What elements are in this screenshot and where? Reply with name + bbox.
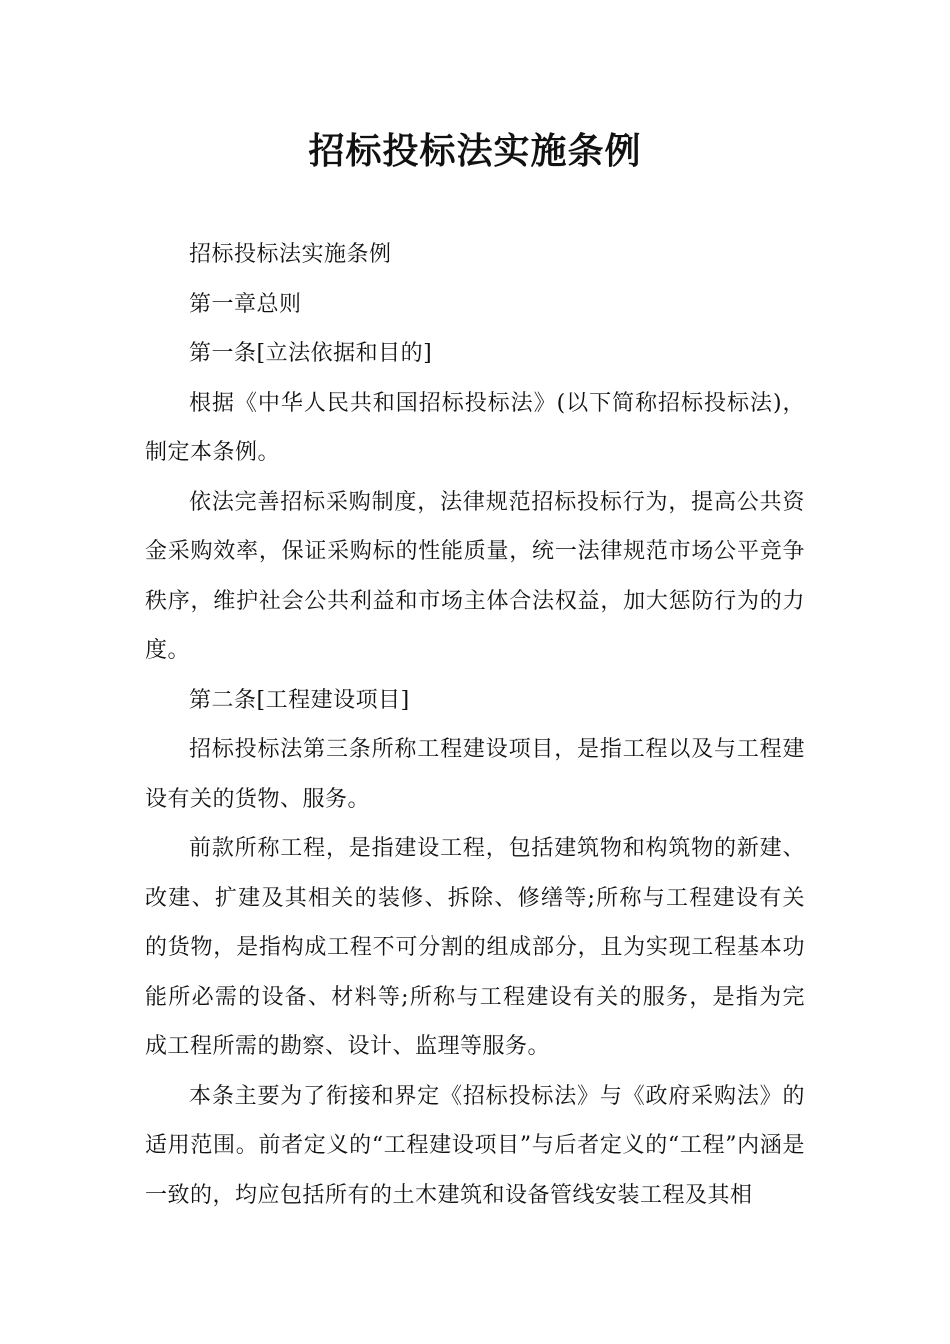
document-body (145, 230, 805, 1220)
paragraph-article-1-purpose: 依法完善招标采购制度，法律规范招标投标行为，提高公共资金采购效率，保证采购标的性能质量，统一法律规范市场公平竞争秩序，维护社会公共利益和市场主体合法权益，加大惩防行为的力度。 (145, 489, 805, 663)
paragraph-chapter-title: 第一章总则 (189, 291, 302, 317)
paragraph-article-2-text: 招标投标法第三条所称工程建设项目，是指工程以及与工程建设有关的货物、服务。 (145, 737, 805, 812)
paragraph-heading: 招标投标法实施条例 (189, 242, 392, 267)
document-title: 招标投标法实施条例 (308, 131, 642, 172)
paragraph-article-1-title: 第一条[立法依据和目的] (189, 341, 433, 366)
paragraph-article-2-title: 第二条[工程建设项目] (189, 687, 410, 713)
paragraph-article-2-definition: 前款所称工程，是指建设工程，包括建筑物和构筑物的新建、改建、扩建及其相关的装修、拆除、修缮等;所称与工程建设有关的货物，是指构成工程不可分割的组成部分，且为实现工程基本功能所必需的设备、材料等;所称与工程建设有关的服务，是指为完成工程所需的勘察、设计、监理等服务。 (145, 836, 805, 1059)
paragraph-article-1-text: 根据《中华人民共和国招标投标法》(以下简称招标投标法)，制定本条例。 (145, 390, 805, 465)
paragraph-article-2-commentary: 本条主要为了衔接和界定《招标投标法》与《政府采购法》的适用范围。前者定义的“工程建设项目”与后者定义的“工程”内涵是一致的，均应包括所有的土木建筑和设备管线安装工程及其相 (145, 1083, 805, 1208)
